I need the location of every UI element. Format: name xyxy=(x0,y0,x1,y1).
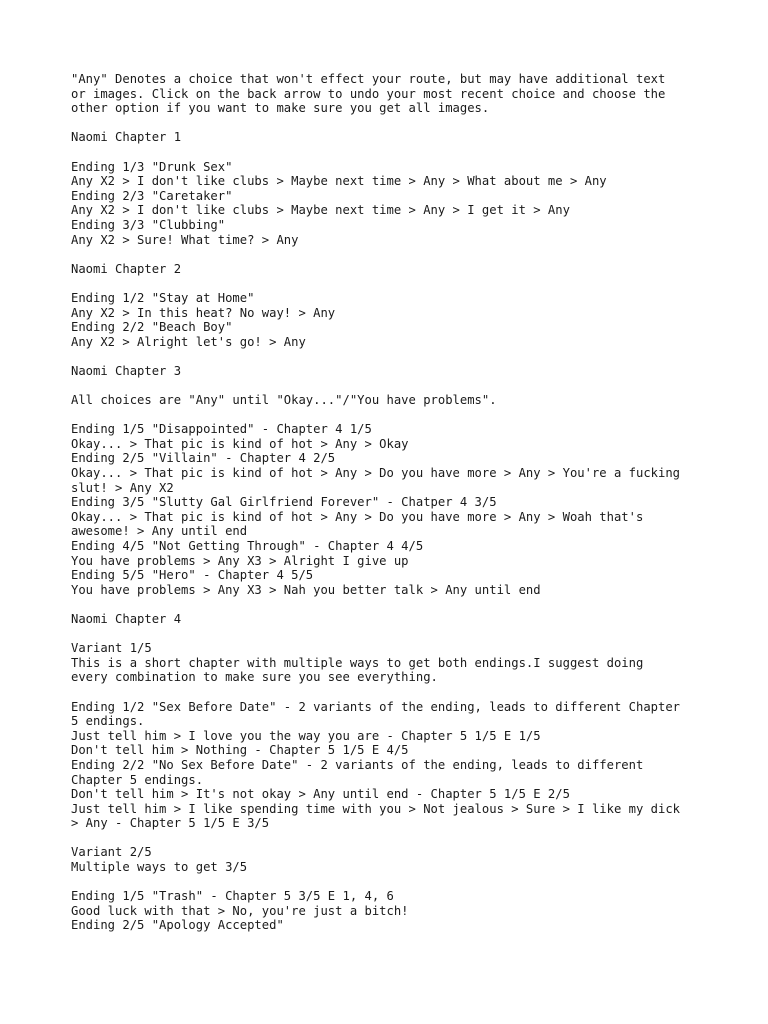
blank-line xyxy=(71,685,711,700)
text-line: You have problems > Any X3 > Alright I give up xyxy=(71,553,409,568)
text-line: Okay... > That pic is kind of hot > Any > Do you have more > Any > Woah that's xyxy=(71,509,644,524)
blank-line xyxy=(71,276,711,291)
text-line: Ending 1/5 "Trash" - Chapter 5 3/5 E 1, 4, 6 xyxy=(71,889,394,904)
text-line: Ending 1/5 "Disappointed" - Chapter 4 1/5 xyxy=(71,422,372,437)
text-line: Okay... > That pic is kind of hot > Any > Okay xyxy=(71,436,409,451)
text-line: awesome! > Any until end xyxy=(71,524,248,539)
text-line: other option if you want to make sure you get all images. xyxy=(71,101,490,116)
text-line: Don't tell him > It's not okay > Any until end - Chapter 5 1/5 E 2/5 xyxy=(71,787,570,802)
text-line: Ending 2/5 "Villain" - Chapter 4 2/5 xyxy=(71,451,336,466)
blank-line xyxy=(71,408,711,423)
text-line: Ending 1/3 "Drunk Sex" xyxy=(71,159,233,174)
text-line: Chapter 5 endings. xyxy=(71,772,204,787)
blank-line xyxy=(71,378,711,393)
text-line: Ending 2/3 "Caretaker" xyxy=(71,188,233,203)
text-line: Variant 2/5 xyxy=(71,845,152,860)
text-line: Any X2 > I don't like clubs > Maybe next time > Any > What about me > Any xyxy=(71,174,607,189)
text-line: or images. Click on the back arrow to undo your most recent choice and choose the xyxy=(71,86,666,101)
text-line: Any X2 > Alright let's go! > Any xyxy=(71,334,306,349)
text-line: Naomi Chapter 3 xyxy=(71,363,182,378)
text-line: Okay... > That pic is kind of hot > Any > Do you have more > Any > You're a fucking xyxy=(71,466,681,481)
text-line: Ending 2/2 "No Sex Before Date" - 2 variants of the ending, leads to different xyxy=(71,757,644,772)
blank-line xyxy=(71,627,711,642)
text-line: 5 endings. xyxy=(71,714,145,729)
text-line: Ending 1/2 "Stay at Home" xyxy=(71,290,255,305)
text-line: Ending 4/5 "Not Getting Through" - Chapter 4 4/5 xyxy=(71,539,424,553)
text-line: slut! > Any X2 xyxy=(71,480,174,495)
text-line: Naomi Chapter 2 xyxy=(71,261,182,276)
text-line: > Any - Chapter 5 1/5 E 3/5 xyxy=(71,816,270,831)
text-line: Ending 3/5 "Slutty Gal Girlfriend Forever" - Chatper 4 3/5 xyxy=(71,495,497,510)
document-page xyxy=(71,72,711,933)
text-line: Variant 1/5 xyxy=(71,641,152,656)
text-line: Any X2 > Sure! What time? > Any xyxy=(71,232,299,247)
blank-line xyxy=(71,875,711,890)
text-line: Any X2 > In this heat? No way! > Any xyxy=(71,305,336,320)
blank-line xyxy=(71,831,711,846)
text-line: All choices are "Any" until "Okay..."/"You have problems". xyxy=(71,393,497,408)
blank-line xyxy=(71,597,711,612)
text-line: Ending 3/3 "Clubbing" xyxy=(71,217,226,232)
blank-line xyxy=(71,349,711,364)
text-line: Ending 5/5 "Hero" - Chapter 4 5/5 xyxy=(71,568,314,583)
text-line: "Any" Denotes a choice that won't effect your route, but may have additional text xyxy=(71,72,666,86)
text-line: Naomi Chapter 4 xyxy=(71,611,182,626)
text-line: every combination to make sure you see everything. xyxy=(71,670,438,685)
blank-line xyxy=(71,247,711,262)
text-line: Any X2 > I don't like clubs > Maybe next time > Any > I get it > Any xyxy=(71,203,570,218)
blank-line xyxy=(71,145,711,160)
text-line: Don't tell him > Nothing - Chapter 5 1/5 E 4/5 xyxy=(71,743,409,758)
text-line: Just tell him > I love you the way you are - Chapter 5 1/5 E 1/5 xyxy=(71,728,541,743)
text-line: Ending 2/2 "Beach Boy" xyxy=(71,320,233,335)
text-line: Ending 1/2 "Sex Before Date" - 2 variants of the ending, leads to different Chapter xyxy=(71,699,681,714)
text-line: Multiple ways to get 3/5 xyxy=(71,860,248,875)
text-line: Good luck with that > No, you're just a bitch! xyxy=(71,903,409,918)
text-line: You have problems > Any X3 > Nah you better talk > Any until end xyxy=(71,582,541,597)
blank-line xyxy=(71,116,711,131)
text-line: Ending 2/5 "Apology Accepted" xyxy=(71,918,284,933)
text-line: Naomi Chapter 1 xyxy=(71,130,182,145)
text-line: This is a short chapter with multiple ways to get both endings.I suggest doing xyxy=(71,655,644,670)
text-line: Just tell him > I like spending time with you > Not jealous > Sure > I like my dick xyxy=(71,801,681,816)
